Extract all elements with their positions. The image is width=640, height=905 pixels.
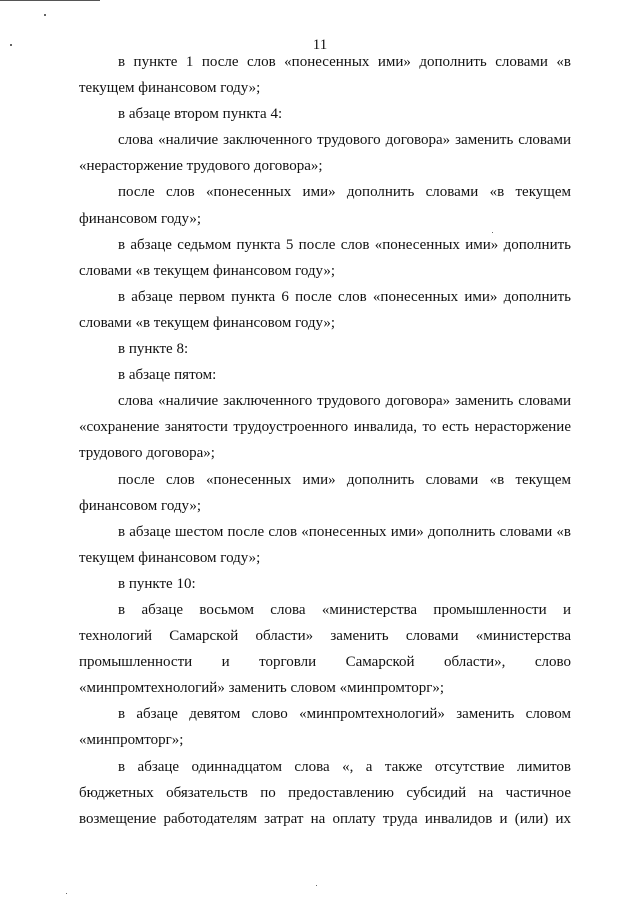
- document-paragraph: в абзаце одиннадцатом слова «, а также отсутствие лимитов бюджетных обязательств по предоставлению субсидий на частичное возмещение работодателям затрат на оплату труда инвалидов и (или) их: [79, 758, 571, 827]
- document-paragraph: слова «наличие заключенного трудового договора» заменить словами «нерасторжение трудового договора»;: [79, 132, 571, 175]
- scan-speck: [66, 893, 67, 894]
- document-paragraph: в абзаце втором пункта 4:: [118, 106, 283, 123]
- scan-speck: [316, 885, 317, 886]
- document-body: [79, 49, 571, 832]
- document-paragraph: слова «наличие заключенного трудового договора» заменить словами «сохранение занятости трудоустроенного инвалида, то есть нерасторжение трудового договора»;: [79, 393, 571, 462]
- scan-edge-rule: [0, 0, 100, 1]
- document-paragraph: в абзаце седьмом пункта 5 после слов «понесенных ими» дополнить словами «в текущем финансовом году»;: [79, 236, 571, 279]
- document-paragraph: в абзаце восьмом слова «министерства промышленности и технологий Самарской области» заменить словами «министерства промышленности и торговли Самарской области», слово «минпромтехнологий» заменить словом «минпромторг»;: [79, 601, 571, 697]
- scan-speck: [44, 14, 46, 16]
- document-paragraph: в абзаце пятом:: [118, 367, 217, 384]
- document-paragraph: в пункте 8:: [118, 341, 189, 358]
- document-paragraph: в абзаце первом пункта 6 после слов «понесенных ими» дополнить словами «в текущем финансовом году»;: [79, 288, 571, 331]
- document-paragraph: в пункте 1 после слов «понесенных ими» дополнить словами «в текущем финансовом году»;: [79, 54, 571, 97]
- page-number: 11: [312, 37, 328, 53]
- document-paragraph: после слов «понесенных ими» дополнить словами «в текущем финансовом году»;: [79, 184, 571, 227]
- document-paragraph: в абзаце девятом слово «минпромтехнологий» заменить словом «минпромторг»;: [79, 706, 571, 749]
- document-paragraph: в пункте 10:: [118, 575, 196, 592]
- document-paragraph: после слов «понесенных ими» дополнить словами «в текущем финансовом году»;: [79, 471, 571, 514]
- document-paragraph: в абзаце шестом после слов «понесенных ими» дополнить словами «в текущем финансовом году»;: [79, 523, 571, 566]
